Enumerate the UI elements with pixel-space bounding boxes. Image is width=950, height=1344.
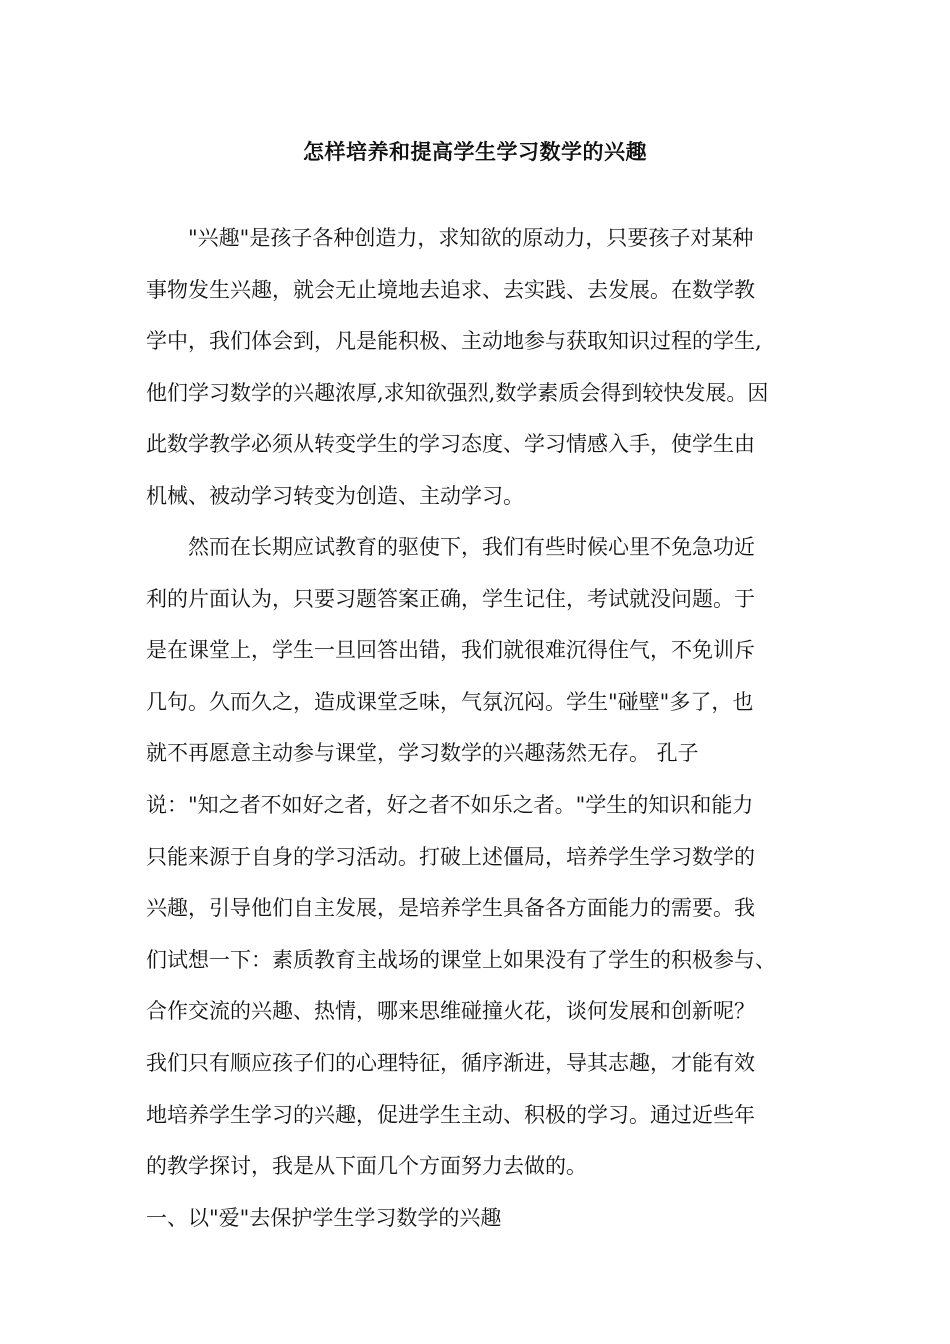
paragraph-2-line: 的教学探讨，我是从下面几个方面努力去做的。 [146,1154,587,1179]
paragraph-2-line: 几句。久而久之，造成课堂乏味，气氛沉闷。学生"碰壁"多了，也 [146,689,754,714]
paragraph-2-line: 我们只有顺应孩子们的心理特征，循序渐进，导其志趣，才能有效 [146,1050,755,1075]
document-title: 怎样培养和提高学生学习数学的兴趣 [303,140,647,164]
paragraph-2-line: 们试想一下：素质教育主战场的课堂上如果没有了学生的积极参与、 [146,947,776,972]
paragraph-1-line: 他们学习数学的兴趣浓厚,求知欲强烈,数学素质会得到较快发展。因 [146,380,769,405]
paragraph-1-line: 学中，我们体会到，凡是能积极、主动地参与获取知识过程的学生, [146,329,762,354]
paragraph-2-line: 就不再愿意主动参与课堂，学习数学的兴趣荡然无存。 孔子 [146,741,699,766]
paragraph-1-line: 事物发生兴趣，就会无止境地去追求、去实践、去发展。在数学教 [146,277,755,302]
paragraph-2-line: 合作交流的兴趣、热情，哪来思维碰撞火花，谈何发展和创新呢？ [146,999,755,1024]
paragraph-2-line: 利的片面认为，只要习题答案正确，学生记住，考试就没问题。于 [146,586,755,611]
paragraph-2-line: 只能来源于自身的学习活动。打破上述僵局，培养学生学习数学的 [146,844,755,869]
paragraph-1-line: "兴趣"是孩子各种创造力，求知欲的原动力，只要孩子对某种 [188,226,754,250]
paragraph-1-line: 此数学教学必须从转变学生的学习态度、学习情感入手，使学生由 [146,432,755,457]
paragraph-2-line: 兴趣，引导他们自主发展，是培养学生具备各方面能力的需要。我 [146,896,755,921]
paragraph-2-line: 地培养学生学习的兴趣，促进学生主动、积极的学习。通过近些年 [146,1102,755,1127]
paragraph-2-line: 是在课堂上，学生一旦回答出错，我们就很难沉得住气，不免训斥 [146,638,755,663]
paragraph-2 [146,522,826,1244]
section-heading: 一、以"爱"去保护学生学习数学的兴趣 [146,1205,502,1230]
paragraph-2-line: 说："知之者不如好之者，好之者不如乐之者。"学生的知识和能力 [146,792,754,817]
paragraph-1 [146,213,826,523]
paragraph-2-line: 然而在长期应试教育的驱使下，我们有些时候心里不免急功近 [188,535,755,559]
paragraph-1-line: 机械、被动学习转变为创造、主动学习。 [146,483,524,508]
